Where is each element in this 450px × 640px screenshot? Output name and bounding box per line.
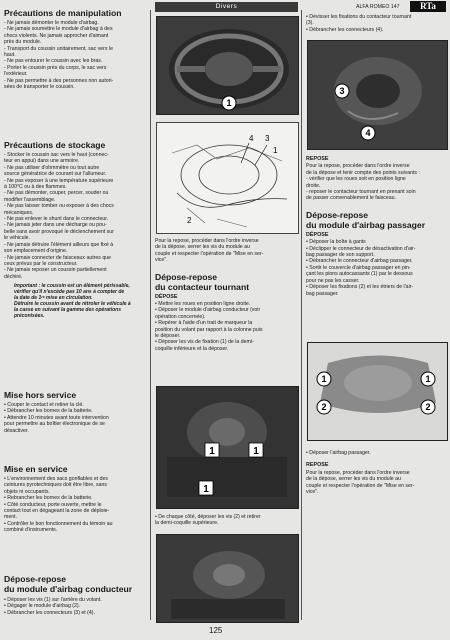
- text-line: - Porter le coussin près du corps, le sac vers: [4, 64, 107, 71]
- heading-line: du contacteur tournant: [155, 281, 250, 292]
- text-line: couple et respecter l'opération de "Mise en ser-: [306, 482, 415, 489]
- photo-steering-wheel: [156, 16, 299, 115]
- text-line: (3).: [306, 20, 314, 27]
- heading-passager: [306, 210, 446, 230]
- callout-label: 4: [249, 134, 254, 143]
- text-line: - Ne pas enlever le shunt dans le connecteur.: [4, 216, 109, 223]
- text-line: • Dévisser les fixations du contacteur tournant: [306, 14, 412, 20]
- text-line: • Repérer à l'aide d'un trait de marqueur la: [155, 320, 253, 327]
- subheading-depose: DÉPOSE: [155, 293, 178, 300]
- column-right-bottom: [306, 450, 446, 495]
- caption-shroud: [155, 514, 298, 527]
- text-line: • Débrancher le connecteur d'airbag passager.: [306, 258, 413, 265]
- callout-label: 1: [273, 146, 278, 155]
- section-depose-conducteur: [4, 574, 146, 616]
- warning-line: vérifier qu'il n'excède pas 10 ans à compter de: [14, 289, 125, 296]
- text-line: modifier l'assemblage.: [4, 196, 56, 203]
- column-divider: [301, 10, 302, 620]
- text-line: ment.: [4, 514, 17, 521]
- warning-line: Détruire le coussin avant de rétroler le véhicule à: [14, 301, 131, 308]
- warning-line: Important : le coussin est un élément périssable,: [14, 283, 130, 290]
- section-en-service: [4, 464, 146, 534]
- text-line: • Couper le contact et retirer la clé.: [4, 402, 84, 408]
- text-line: près du module.: [4, 39, 42, 46]
- text-line: droite.: [306, 182, 321, 189]
- text-line: combiné d'instruments.: [4, 527, 58, 534]
- text-line: - Stocker le coussin sac vers le haut (connec-: [4, 152, 109, 158]
- section-stockage: [4, 140, 146, 319]
- callout-label: 2: [425, 402, 431, 412]
- text-line: • Déposer les vis (1) sur l'arrière du volant.: [4, 597, 102, 603]
- text-line: - Transport du coussin unitairement, sac vers le: [4, 45, 113, 52]
- text-line: çant les pions autocassants (1) par le dessous: [306, 271, 413, 278]
- section-hors-service: [4, 390, 146, 434]
- text-line: déchiré.: [4, 273, 23, 280]
- text-line: • Contrôler le bon fonctionnement du témoin au: [4, 520, 113, 527]
- text-line: • De chaque côté, déposer les vis (2) et retirer: [155, 514, 261, 520]
- text-line: son emplacement d'origine.: [4, 248, 68, 255]
- text-line: à 100°C ou à des flammes.: [4, 184, 67, 191]
- text-line: désactiver.: [4, 427, 29, 434]
- heading-en-service: Mise en service: [4, 464, 68, 474]
- warning-line: la date de 1ʳᵉ mise en circulation.: [14, 295, 93, 302]
- callout-label: 3: [265, 134, 270, 143]
- text-line: - vérifier que les roues soit en position ligne: [306, 176, 406, 183]
- text-line: objets ni occupants.: [4, 488, 50, 495]
- column-divider: [150, 10, 151, 620]
- text-line: • Mettre les roues en position ligne droite.: [155, 301, 251, 308]
- text-line: de la dépose, serrer les vis du module au: [306, 476, 401, 483]
- text-line: ceintures pyrotechniques doit être libre, sans: [4, 482, 107, 489]
- callout-label: 1: [203, 484, 209, 495]
- heading-line: du module d'airbag passager: [306, 219, 426, 230]
- text-line: vice".: [306, 489, 319, 496]
- text-line: • Déposer la boîte à gants: [306, 239, 366, 246]
- warning-line: préconisées.: [14, 313, 45, 320]
- text-line: - Ne pas laisser tomber ou exposer à des chocs: [4, 203, 114, 210]
- text-line: - Ne jamais démonter le module d'airbag.: [4, 20, 99, 26]
- text-line: - Ne pas démonter, couper, percer, souder ou: [4, 190, 109, 197]
- section-title: Divers: [215, 3, 238, 10]
- text-line: - Ne jamais détruire l'élément ailleurs que fixé à: [4, 241, 114, 248]
- callout-label: 2: [321, 402, 327, 412]
- text-line: pour ne pas les casser.: [306, 277, 360, 284]
- heading-hors-service: Mise hors service: [4, 390, 77, 400]
- heading-contacteur: [155, 272, 298, 292]
- callout-label: 3: [339, 86, 345, 96]
- text-line: coquille inférieure et la déposer.: [155, 345, 229, 352]
- text-line: bag passager.: [306, 290, 339, 297]
- text-line: - Ne jamais connecter de faisceaux autres que: [4, 254, 111, 261]
- text-line: source génératrice de courant sur l'allumeur.: [4, 171, 107, 178]
- heading-line: Dépose-repose: [306, 209, 369, 220]
- text-line: de la dépose et tenir compte des points suivants :: [306, 169, 420, 176]
- text-line: teur en appui) dans une armoire.: [4, 158, 80, 165]
- text-line: • Déclipper le connecteur de désactivation d'air-: [306, 245, 416, 252]
- column-right-top: [306, 14, 446, 33]
- text-line: mécaniques.: [4, 209, 34, 216]
- stockage-text: [4, 152, 146, 280]
- text-line: • Débrancher les connecteurs (4).: [306, 26, 384, 33]
- text-line: • Déposer les fixations (2) et les étriers de l'air-: [306, 284, 414, 291]
- heading-line: du module d'airbag conducteur: [4, 584, 133, 594]
- rta-logo: RTa: [410, 1, 446, 12]
- callout-label: 1: [226, 98, 232, 108]
- section-manipulation: [4, 8, 146, 90]
- text-line: la demi-coquille supérieure.: [155, 520, 219, 527]
- text-line: • Déposer l'airbag passager.: [306, 450, 371, 456]
- section-header: [155, 2, 298, 12]
- callout-label: 1: [253, 446, 259, 457]
- repose-text: [155, 238, 298, 264]
- column-middle: [155, 238, 298, 352]
- photo-connectors: [307, 40, 448, 150]
- text-line: l'extérieur.: [4, 71, 28, 78]
- text-line: • Attendre 10 minutes avant toute intervention: [4, 414, 109, 421]
- text-line: • Dégager le module d'airbag (2).: [4, 603, 81, 610]
- text-line: - Ne pas exposer à une température supérieure: [4, 177, 114, 184]
- text-line: contact tout en dégageant la zone de déploie-: [4, 508, 110, 515]
- text-line: Pour la repose, procéder dans l'ordre inverse: [306, 469, 410, 476]
- text-line: de la dépose, serrer les vis du module au: [155, 244, 250, 251]
- text-line: - Ne pas utiliser d'ohmmètre ou tout autre: [4, 164, 100, 171]
- text-line: - Ne jamais jeter dans une décharge ou pou-: [4, 222, 107, 229]
- text-line: belle sans avoir provoqué le déclenchement sur: [4, 228, 114, 235]
- text-line: pour permettre au boîtier électronique de se: [4, 421, 105, 428]
- heading-line: Dépose-repose: [4, 574, 67, 584]
- text-line: - Ne jamais soumettre le module d'airbag à des: [4, 26, 113, 33]
- callout-label: 2: [187, 216, 192, 225]
- photo-passenger-airbag: [307, 342, 448, 441]
- text-line: sées de transporter le coussin.: [4, 84, 75, 91]
- callout-label: 1: [425, 374, 431, 384]
- text-line: ceux prévus par le constructeur.: [4, 260, 78, 267]
- text-line: opération concernée).: [155, 313, 206, 320]
- manipulation-text: [4, 20, 146, 90]
- text-line: de passer convenablement le faisceau.: [306, 195, 396, 202]
- text-line: - Ne pas permettre à des personnes non autori-: [4, 77, 114, 84]
- heading-depose-conducteur: [4, 574, 146, 594]
- subheading-repose: REPOSE: [306, 156, 329, 162]
- text-line: - reposer le contacteur tournant en prenant soin: [306, 189, 416, 196]
- text-line: • Débrancher les connecteurs (3) et (4).: [4, 609, 95, 616]
- text-line: • Côté conducteur, porte ouverte, mettre le: [4, 501, 102, 508]
- warning-line: la casse en suivant la gamme des opérations: [14, 307, 121, 314]
- text-line: • Sortir le couvercle d'airbag passager en pin-: [306, 264, 411, 271]
- text-line: • Rebrancher les bornes de la batterie.: [4, 495, 93, 502]
- photo-column-shroud: [156, 386, 299, 509]
- text-line: position du volant par rapport à la colonne puis: [155, 326, 263, 333]
- diagram-steering-column: [156, 122, 299, 234]
- warning-box: [14, 283, 146, 319]
- text-line: Pour la repose, procéder dans l'ordre inverse: [306, 163, 410, 170]
- callout-label: 1: [321, 374, 327, 384]
- column-right: [306, 156, 446, 297]
- photo-upper-shroud: [156, 534, 299, 623]
- text-line: vice".: [155, 257, 168, 264]
- page-number: 125: [209, 626, 223, 635]
- heading-line: Dépose-repose: [155, 271, 218, 282]
- heading-manipulation: Précautions de manipulation: [4, 8, 122, 18]
- brand-label: ALFA ROMEO 147: [356, 4, 400, 10]
- text-line: • Déposer les vis de fixation (1) de la demi-: [155, 339, 254, 346]
- subheading-repose: REPOSE: [306, 462, 329, 469]
- text-line: chocs violents. Ne jamais approcher d'aimant: [4, 32, 109, 39]
- text-line: haut.: [4, 52, 16, 59]
- text-line: • Déposer le module d'airbag conducteur (voir: [155, 307, 261, 314]
- heading-stockage: Précautions de stockage: [4, 140, 106, 150]
- text-line: bag passager de son support.: [306, 252, 375, 259]
- callout-label: 1: [209, 446, 215, 457]
- text-line: • L'environnement des sacs gonflables et des: [4, 476, 109, 482]
- callout-label: 4: [365, 128, 371, 138]
- text-line: Pour la repose, procéder dans l'ordre inverse: [155, 238, 259, 244]
- text-line: le déposer.: [155, 333, 181, 340]
- subheading-depose: DÉPOSE: [306, 231, 329, 238]
- text-line: le véhicule.: [4, 235, 30, 242]
- text-line: - Ne jamais reposer un coussin partiellement: [4, 267, 107, 274]
- text-line: • Débrancher les bornes de la batterie.: [4, 408, 93, 415]
- text-line: - Ne pas entourer le coussin avec les bras.: [4, 58, 103, 65]
- text-line: couple et respecter l'opération de "Mise en ser-: [155, 250, 264, 257]
